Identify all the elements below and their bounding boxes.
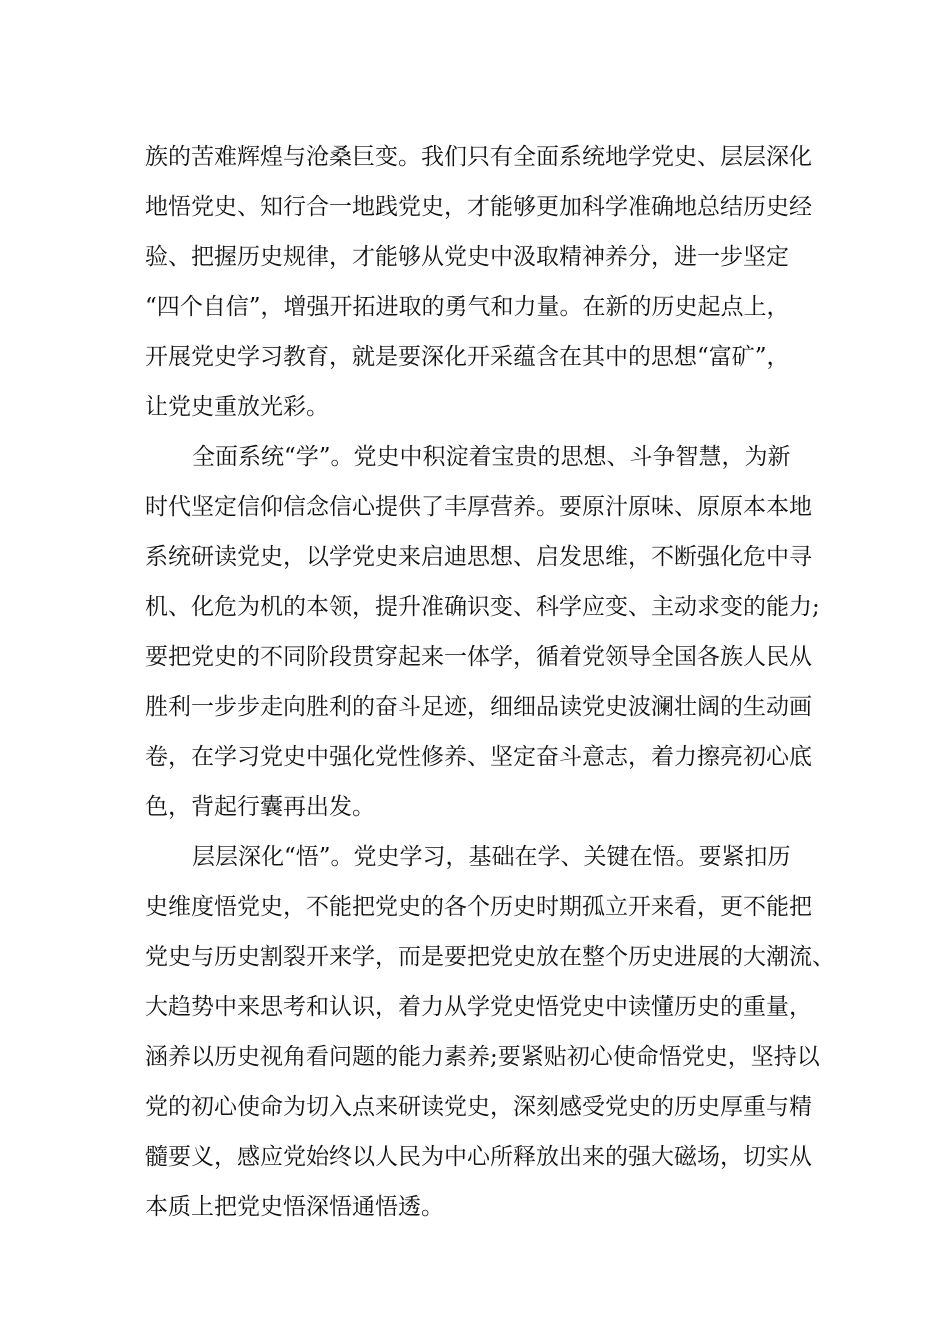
text-line-12: 胜利一步步走向胜利的奋斗足迹，细细品读党史波澜壮阔的生动画 (145, 694, 812, 720)
text-line-2: 地悟党史、知行合一地践党史，才能够更加科学准确地总结历史经 (145, 194, 812, 220)
text-line-5: 开展党史学习教育，就是要深化开采蕴含在其中的思想“富矿”， (145, 344, 790, 370)
text-line-4: “四个自信”，增强开拓进取的勇气和力量。在新的历史起点上， (145, 294, 790, 320)
text-line-19: 涵养以历史视角看问题的能力素养;要紧贴初心使命悟党史，坚持以 (145, 1044, 820, 1070)
text-line-13: 卷，在学习党史中强化党性修养、坚定奋斗意志，着力擦亮初心底 (145, 744, 812, 770)
text-line-11: 要把党史的不同阶段贯穿起来一体学，循着党领导全国各族人民从 (145, 644, 812, 670)
text-line-18: 大趋势中来思考和认识，着力从学党史悟党史中读懂历史的重量， (145, 994, 812, 1020)
text-line-16: 史维度悟党史，不能把党史的各个历史时期孤立开来看，更不能把 (145, 894, 812, 920)
text-line-14: 色，背起行囊再出发。 (145, 794, 375, 820)
text-line-6: 让党史重放光彩。 (145, 394, 329, 420)
text-line-21: 髓要义，感应党始终以人民为中心所释放出来的强大磁场，切实从 (145, 1144, 812, 1170)
paragraph-2-first-line: 全面系统“学”。党史中积淀着宝贵的思想、斗争智慧，为新 (192, 444, 791, 470)
text-line-3: 验、把握历史规律，才能够从党史中汲取精神养分，进一步坚定 (145, 244, 789, 270)
text-line-8: 时代坚定信仰信念信心提供了丰厚营养。要原汁原味、原原本本地 (145, 494, 812, 520)
text-line-22: 本质上把党史悟深悟通悟透。 (145, 1194, 444, 1220)
text-line-17: 党史与历史割裂开来学，而是要把党史放在整个历史进展的大潮流、 (145, 944, 835, 970)
text-line-1: 族的苦难辉煌与沧桑巨变。我们只有全面系统地学党史、层层深化 (145, 144, 812, 170)
text-line-9: 系统研读党史，以学党史来启迪思想、启发思维，不断强化危中寻 (145, 544, 812, 570)
text-line-10: 机、化危为机的本领，提升准确识变、科学应变、主动求变的能力; (145, 594, 820, 620)
text-line-20: 党的初心使命为切入点来研读党史，深刻感受党史的历史厚重与精 (145, 1094, 812, 1120)
body-text (145, 132, 835, 1232)
paragraph-3-first-line: 层层深化“悟”。党史学习，基础在学、关键在悟。要紧扣历 (192, 844, 791, 870)
